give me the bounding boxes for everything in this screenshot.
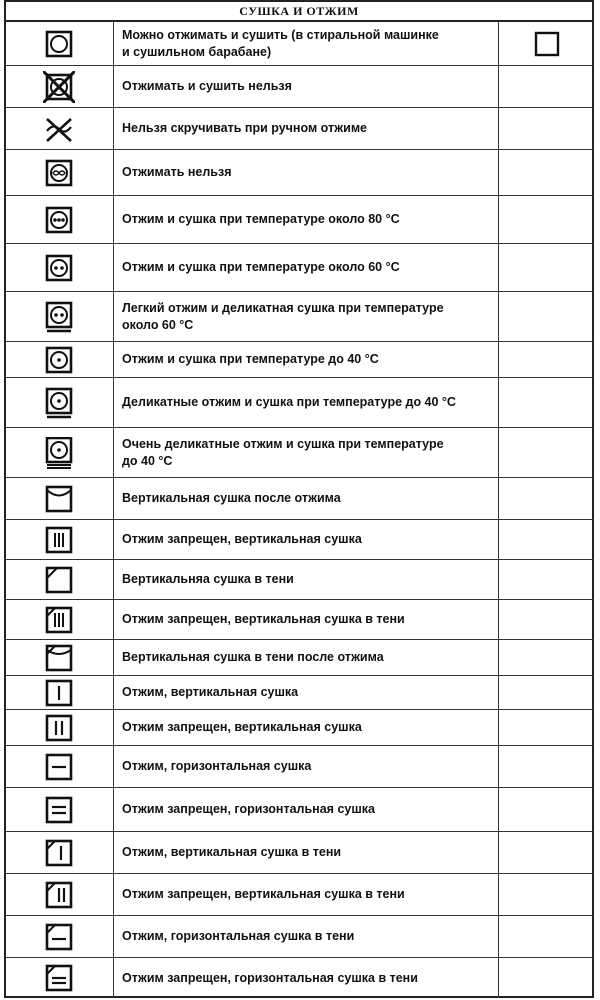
table-row [4, 832, 594, 874]
row-description: Вертикальная сушка в тени после отжима [114, 640, 499, 675]
extra-cell [499, 428, 594, 477]
row-description: Отжим запрещен, горизонтальная сушка [114, 788, 499, 831]
spin-vertical-shade-icon [4, 832, 114, 873]
table-row [4, 710, 594, 746]
table-row [4, 676, 594, 710]
drip-dry-vertical-icon [4, 520, 114, 559]
row-description: Вертикальная сушка после отжима [114, 478, 499, 519]
table-row [4, 342, 594, 378]
no-spin-vertical-shade-icon [4, 874, 114, 915]
row-description: Отжим, вертикальная сушка в тени [114, 832, 499, 873]
row-description: Отжим запрещен, вертикальная сушка в тени [114, 874, 499, 915]
extra-cell [499, 520, 594, 559]
no-wring-no-dry-icon [4, 66, 114, 107]
row-description: Нельзя скручивать при ручном отжиме [114, 108, 499, 149]
table-row [4, 108, 594, 150]
table-row [4, 292, 594, 342]
spin-flat-shade-icon [4, 916, 114, 957]
table-row [4, 640, 594, 676]
row-description: Отжим, горизонтальная сушка [114, 746, 499, 787]
extra-cell [499, 22, 594, 65]
spin-vertical-dry-icon [4, 676, 114, 709]
line-dry-shade-after-spin-icon [4, 640, 114, 675]
extra-cell [499, 66, 594, 107]
line-dry-shade-icon [4, 560, 114, 599]
extra-cell [499, 478, 594, 519]
extra-cell [499, 600, 594, 639]
extra-cell [499, 874, 594, 915]
drip-dry-shade-icon [4, 600, 114, 639]
table-row [4, 244, 594, 292]
row-description: Отжим, горизонтальная сушка в тени [114, 916, 499, 957]
row-description: Отжимать нельзя [114, 150, 499, 195]
table-row [4, 428, 594, 478]
table-row [4, 746, 594, 788]
extra-cell [499, 560, 594, 599]
extra-cell [499, 832, 594, 873]
extra-cell [499, 378, 594, 427]
gentle-tumble-dry-60c-icon [4, 292, 114, 341]
table-row [4, 874, 594, 916]
row-description: Отжим запрещен, вертикальная сушка [114, 520, 499, 559]
no-wring-icon [4, 150, 114, 195]
extra-cell [499, 746, 594, 787]
table-row [4, 916, 594, 958]
spin-flat-dry-icon [4, 746, 114, 787]
row-description: Легкий отжим и деликатная сушка при температуре около 60 °С [114, 292, 499, 341]
extra-cell [499, 292, 594, 341]
extra-cell [499, 710, 594, 745]
extra-cell [499, 916, 594, 957]
no-spin-flat-shade-icon [4, 958, 114, 998]
no-twist-wring-icon [4, 108, 114, 149]
table-row [4, 22, 594, 66]
extra-cell [499, 196, 594, 243]
extra-cell [499, 150, 594, 195]
extra-cell [499, 676, 594, 709]
table-row [4, 788, 594, 832]
row-description: Отжим запрещен, горизонтальная сушка в тени [114, 958, 499, 998]
row-description: Отжим и сушка при температуре около 80 °С [114, 196, 499, 243]
gentle-tumble-dry-40c-icon [4, 378, 114, 427]
no-spin-vertical-dry-icon [4, 710, 114, 745]
row-description: Отжим запрещен, вертикальная сушка в тени [114, 600, 499, 639]
row-description: Отжим и сушка при температуре до 40 °С [114, 342, 499, 377]
row-description: Отжим, вертикальная сушка [114, 676, 499, 709]
row-description: Можно отжимать и сушить (в стиральной машинке и сушильном барабане) [114, 22, 499, 65]
extra-cell [499, 958, 594, 998]
table-row [4, 196, 594, 244]
extra-cell [499, 342, 594, 377]
tumble-dry-60c-icon [4, 244, 114, 291]
tumble-dry-40c-icon [4, 342, 114, 377]
extra-cell [499, 640, 594, 675]
table-row [4, 958, 594, 998]
table-row [4, 66, 594, 108]
row-description: Очень деликатные отжим и сушка при температуре до 40 °С [114, 428, 499, 477]
page-title: СУШКА И ОТЖИМ [4, 0, 594, 22]
row-description: Деликатные отжим и сушка при температуре до 40 °С [114, 378, 499, 427]
row-description: Отжим и сушка при температуре около 60 °С [114, 244, 499, 291]
extra-cell [499, 108, 594, 149]
no-spin-flat-dry-icon [4, 788, 114, 831]
extra-cell [499, 788, 594, 831]
checkbox-icon[interactable] [534, 31, 560, 57]
table-row [4, 378, 594, 428]
very-gentle-tumble-dry-40c-icon [4, 428, 114, 477]
table-row [4, 150, 594, 196]
row-description: Отжимать и сушить нельзя [114, 66, 499, 107]
row-description: Отжим запрещен, вертикальная сушка [114, 710, 499, 745]
table-row [4, 600, 594, 640]
row-description: Вертикальняа сушка в тени [114, 560, 499, 599]
extra-cell [499, 244, 594, 291]
table-row [4, 478, 594, 520]
tumble-dry-icon [4, 22, 114, 65]
table-row [4, 560, 594, 600]
tumble-dry-80c-icon [4, 196, 114, 243]
table-row [4, 520, 594, 560]
line-dry-after-spin-icon [4, 478, 114, 519]
